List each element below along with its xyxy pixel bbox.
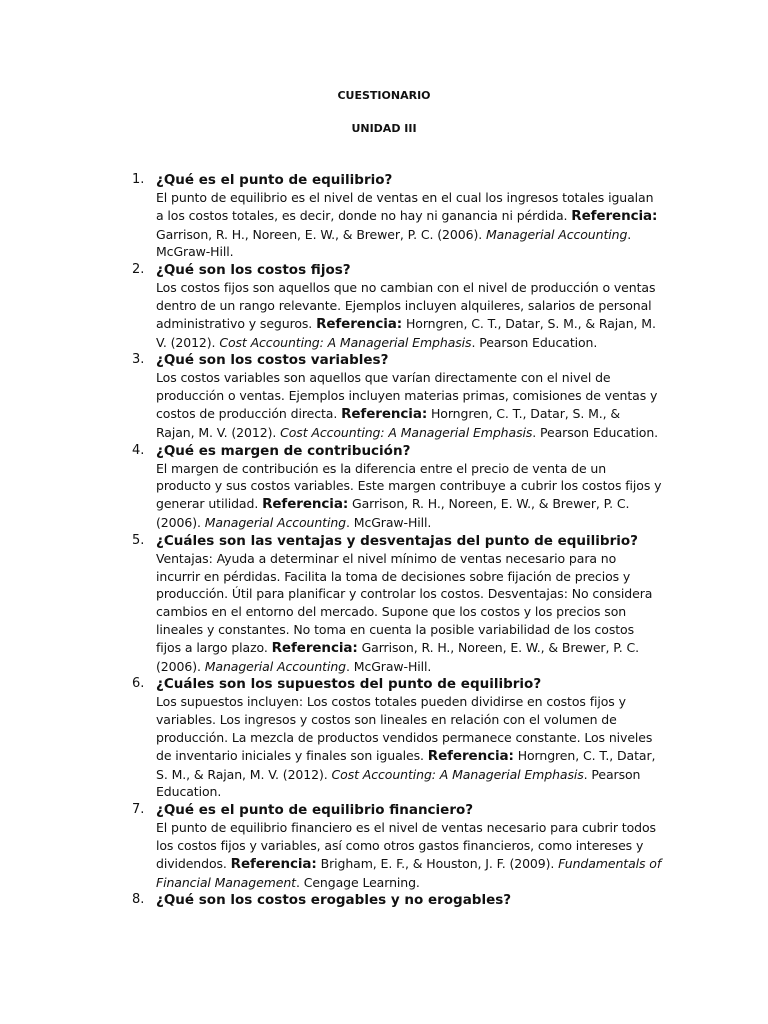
reference-label: Referencia: bbox=[427, 747, 514, 764]
answer-text: Los supuestos incluyen: Los costos totales pueden dividirse en costos fijos y variables. Los ingresos y costos son lineales en relación con el volumen de producción. La mezcla de productos vendidos permanece constante. Los niveles de inventario iniciales y finales son iguales. Referencia: Horngren, C. T., Datar, S. M., & Rajan, M. V. (2012). Cost Accounting: A Managerial Emphasis. Pearson Education. bbox=[156, 694, 656, 800]
question-title: ¿Qué son los costos fijos? bbox=[156, 262, 351, 279]
document-subtitle: UNIDAD III bbox=[351, 122, 417, 135]
question-item-3 bbox=[132, 351, 662, 441]
question-number: 8. bbox=[132, 892, 145, 908]
question-number: 7. bbox=[132, 802, 145, 818]
answer-text: El margen de contribución es la diferencia entre el precio de venta de un producto y sus costos variables. Este margen contribuye a cubrir los costos fijos y generar utilidad. Referencia: Garrison, R. H., Noreen, E. W., & Brewer, P. C. (2006). Managerial Accounting. McGraw-Hill. bbox=[156, 460, 662, 530]
reference-label: Referencia: bbox=[341, 405, 428, 422]
question-item-2 bbox=[132, 261, 662, 351]
question-title: ¿Qué son los costos variables? bbox=[156, 352, 389, 369]
question-number: 2. bbox=[132, 262, 145, 278]
reference-title: Cost Accounting: A Managerial Emphasis bbox=[280, 424, 533, 440]
answer-text: Los costos variables son aquellos que varían directamente con el nivel de producción o ventas. Ejemplos incluyen materias primas, comisiones de ventas y costos de producción directa. Referencia: Horngren, C. T., Datar, S. M., & Rajan, M. V. (2012). Cost Accounting: A Managerial Emphasis. Pearson Education. bbox=[156, 370, 659, 440]
question-number: 4. bbox=[132, 442, 145, 458]
reference-title: Managerial Accounting bbox=[485, 226, 628, 242]
question-item-5 bbox=[132, 532, 662, 676]
answer-text: El punto de equilibrio es el nivel de ventas en el cual los ingresos totales igualan a los costos totales, es decir, donde no hay ni ganancia ni pérdida. Referencia: Garrison, R. H., Noreen, E. W., & Brewer, P. C. (2006). Managerial Accounting. McGraw-Hill. bbox=[156, 190, 658, 260]
question-number: 6. bbox=[132, 676, 145, 692]
reference-label: Referencia: bbox=[262, 496, 349, 513]
reference-label: Referencia: bbox=[271, 639, 358, 656]
question-number: 1. bbox=[132, 172, 145, 187]
reference-title: Managerial Accounting bbox=[204, 514, 347, 530]
reference-title: Fundamentals of Financial Management bbox=[156, 855, 662, 890]
answer-text: Ventajas: Ayuda a determinar el nivel mínimo de ventas necesario para no incurrir en pérdidas. Facilita la toma de decisiones sobre fijación de precios y producción. Útil para planificar y controlar los costos. Desventajas: No considera cambios en el entorno del mercado. Supone que los costos y los precios son lineales y constantes. No toma en cuenta la posible variabilidad de los costos fijos a largo plazo. Referencia: Garrison, R. H., Noreen, E. W., & Brewer, P. C. (2006). Managerial Accounting. McGraw-Hill. bbox=[156, 550, 653, 674]
question-title: ¿Cuáles son las ventajas y desventajas del punto de equilibrio? bbox=[156, 532, 638, 549]
question-title: ¿Qué es el punto de equilibrio? bbox=[156, 172, 393, 188]
reference-title: Cost Accounting: A Managerial Emphasis bbox=[219, 334, 472, 350]
question-list bbox=[132, 171, 662, 909]
question-item-7 bbox=[132, 801, 662, 891]
question-title: ¿Qué es margen de contribución? bbox=[156, 442, 411, 459]
reference-label: Referencia: bbox=[316, 315, 403, 332]
document-title: CUESTIONARIO bbox=[337, 89, 431, 102]
question-item-8 bbox=[132, 891, 662, 909]
reference-title: Cost Accounting: A Managerial Emphasis bbox=[331, 766, 584, 782]
reference-title: Managerial Accounting bbox=[204, 658, 347, 674]
question-title: ¿Qué es el punto de equilibrio financiero? bbox=[156, 802, 474, 819]
reference-label: Referencia: bbox=[571, 207, 658, 224]
question-title: ¿Qué son los costos erogables y no erogables? bbox=[156, 892, 512, 909]
question-item-4 bbox=[132, 442, 662, 532]
answer-text: Los costos fijos son aquellos que no cambian con el nivel de producción o ventas dentro de un rango relevante. Ejemplos incluyen alquileres, salarios de personal administrativo y seguros. Referencia: Horngren, C. T., Datar, S. M., & Rajan, M. V. (2012). Cost Accounting: A Managerial Emphasis. Pearson Education. bbox=[156, 280, 656, 350]
answer-text: El punto de equilibrio financiero es el nivel de ventas necesario para cubrir todos los costos fijos y variables, así como otros gastos financieros, como intereses y dividendos. Referencia: Brigham, E. F., & Houston, J. F. (2009). Fundamentals of Financial Management. Cengage Learning. bbox=[156, 820, 662, 890]
question-item-6 bbox=[132, 675, 662, 801]
question-number: 5. bbox=[132, 532, 145, 548]
reference-label: Referencia: bbox=[230, 855, 317, 872]
question-number: 3. bbox=[132, 352, 145, 368]
question-title: ¿Cuáles son los supuestos del punto de equilibrio? bbox=[156, 676, 542, 693]
question-item-1 bbox=[132, 171, 662, 261]
